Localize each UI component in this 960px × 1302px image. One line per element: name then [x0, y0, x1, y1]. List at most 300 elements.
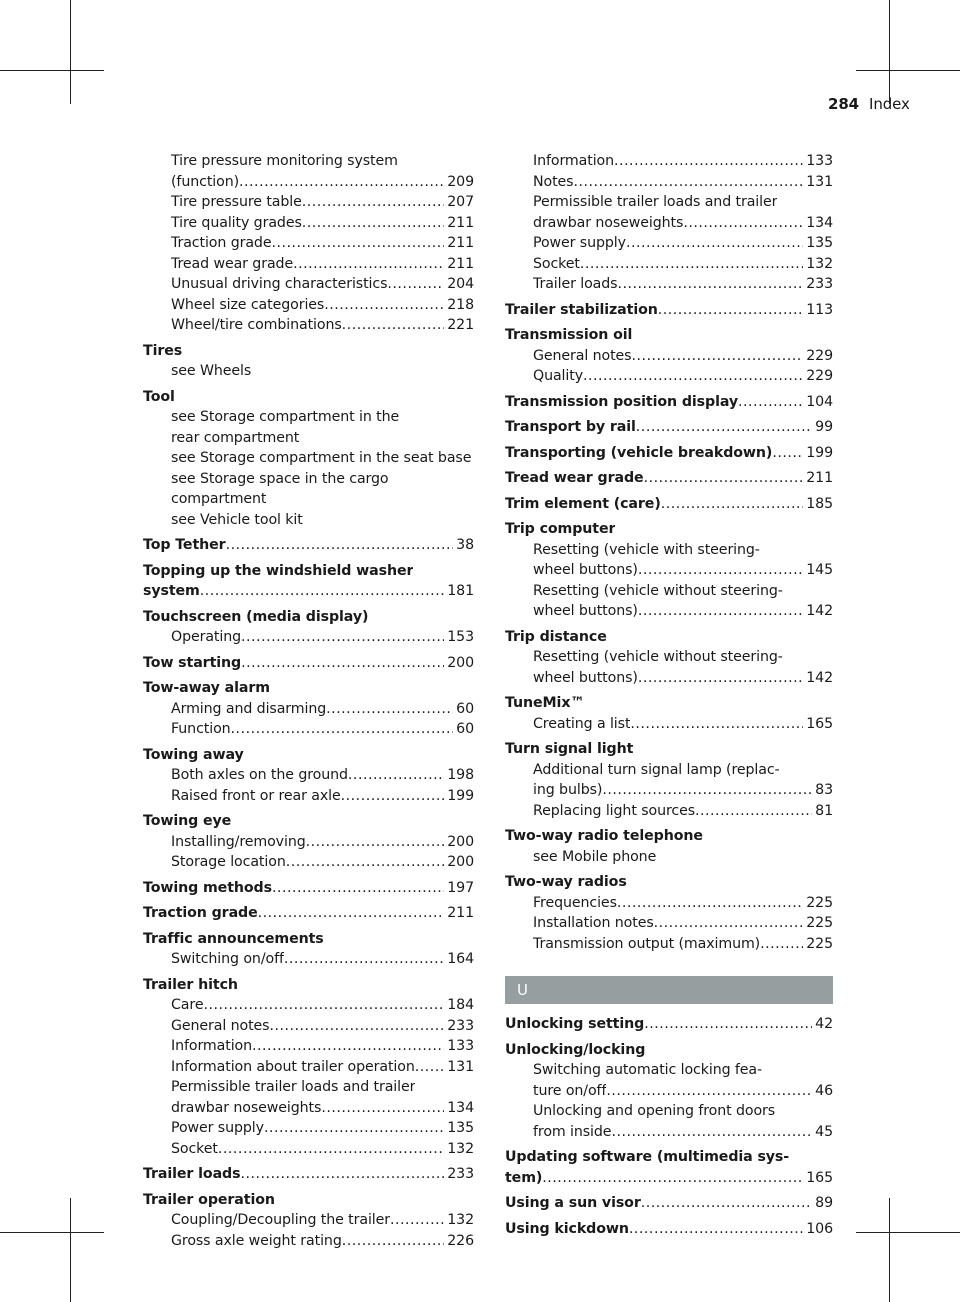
dot-leader: [272, 878, 444, 899]
index-term: [505, 1147, 833, 1168]
dot-leader: [542, 1168, 803, 1189]
entry-text: Creating a list: [533, 715, 631, 732]
index-subentry: [505, 1122, 833, 1143]
entry-text: drawbar noseweights: [533, 214, 684, 231]
entry-text: Frequencies: [533, 894, 617, 911]
dot-leader: [231, 719, 454, 740]
dot-leader: [583, 366, 803, 387]
index-term: [505, 519, 833, 540]
page-ref: 211: [447, 255, 474, 272]
dot-leader: [641, 1193, 812, 1214]
dot-leader: [617, 893, 803, 914]
entry-text: Power supply: [533, 235, 626, 251]
entry-text: wheel buttons): [533, 603, 638, 619]
index-entry: [143, 929, 474, 970]
page-ref: 184: [447, 997, 474, 1013]
index-subentry: [505, 213, 833, 234]
page-ref: 104: [806, 393, 833, 410]
index-term: [505, 826, 833, 847]
entry-text: Both axles on the ground: [171, 767, 348, 783]
index-column-right: [505, 151, 833, 1239]
entry-text: wheel buttons): [533, 669, 638, 686]
dot-leader: [644, 1014, 812, 1035]
dot-leader: [644, 468, 804, 489]
index-entry: [143, 387, 474, 531]
dot-leader: [629, 1219, 803, 1240]
entry-text: Towing eye: [143, 813, 232, 829]
index-term: [143, 581, 474, 602]
entry-text: Tire pressure monitoring system: [171, 153, 398, 169]
index-entry: [143, 341, 474, 382]
page-ref: 181: [447, 583, 474, 599]
index-entry: [505, 1219, 833, 1240]
entry-text: (function): [171, 173, 240, 190]
index-subentry: [143, 151, 474, 172]
page-ref: 197: [447, 879, 474, 896]
index-subentry: [143, 448, 474, 469]
index-term: [505, 468, 833, 489]
index-subentry: [143, 627, 474, 648]
index-entry: [143, 678, 474, 740]
entry-text: see Mobile phone: [533, 848, 657, 865]
index-subentry: [505, 540, 833, 561]
letter-heading: U: [505, 976, 833, 1004]
entry-text: Trailer hitch: [143, 976, 238, 993]
page-ref: 132: [447, 1140, 474, 1157]
page-ref: 233: [447, 1017, 474, 1034]
index-subentry: [143, 1077, 474, 1098]
entry-text: Two-way radio telephone: [505, 828, 703, 844]
dot-leader: [580, 254, 803, 275]
index-term: [143, 607, 474, 628]
page-ref: 209: [447, 173, 474, 190]
page-ref: 131: [447, 1058, 474, 1075]
index-entry: [505, 151, 833, 295]
index-entry: [505, 1147, 833, 1188]
index-subentry: [505, 254, 833, 275]
page-ref: 45: [815, 1123, 833, 1140]
index-subentry: [143, 407, 474, 428]
page-ref: 132: [447, 1212, 474, 1228]
dot-leader: [654, 913, 804, 934]
dot-leader: [626, 233, 803, 254]
dot-leader: [341, 786, 445, 807]
entry-text: Using a sun visor: [505, 1195, 641, 1211]
index-subentry: [505, 151, 833, 172]
page-ref: 164: [447, 951, 474, 967]
entry-text: Operating: [171, 629, 242, 645]
entry-text: Transport by rail: [505, 419, 636, 435]
entry-text: Trailer loads: [143, 1166, 241, 1182]
index-subentry: [143, 361, 474, 382]
index-entry: [505, 1040, 833, 1143]
entry-text: Quality: [533, 368, 583, 384]
index-subentry: [143, 699, 474, 720]
entry-text: Updating software (multimedia sys-: [505, 1149, 790, 1165]
page-ref: 89: [815, 1195, 833, 1211]
index-entry: [505, 826, 833, 867]
page-ref: 229: [806, 347, 833, 364]
index-term: [143, 387, 474, 408]
page-ref: 204: [447, 276, 474, 292]
entry-text: Socket: [533, 255, 580, 272]
entry-text: Care: [171, 997, 204, 1013]
index-term: [505, 494, 833, 515]
entry-text: Notes: [533, 173, 574, 190]
index-entry: [143, 745, 474, 807]
index-entry: [143, 975, 474, 1160]
index-subentry: [505, 780, 833, 801]
index-entry: [143, 903, 474, 924]
page-ref: 99: [815, 419, 833, 435]
index-subentry: [505, 346, 833, 367]
dot-leader: [772, 443, 803, 464]
page-ref: 233: [447, 1166, 474, 1182]
index-term: [505, 627, 833, 648]
index-subentry: [143, 233, 474, 254]
entry-text: see Vehicle tool kit: [171, 511, 303, 528]
page-ref: 221: [447, 317, 474, 333]
entry-text: Information about trailer operation: [171, 1058, 415, 1075]
dot-leader: [661, 494, 804, 515]
entry-text: TuneMix™: [505, 695, 585, 711]
dot-leader: [271, 233, 444, 254]
entry-text: Using kickdown: [505, 1220, 629, 1237]
page-ref: 113: [806, 301, 833, 318]
entry-text: Traction grade: [143, 905, 258, 921]
page-ref: 229: [806, 368, 833, 384]
entry-text: Topping up the windshield washer: [143, 562, 414, 579]
index-subentry: [505, 1101, 833, 1122]
index-term: [143, 678, 474, 699]
index-subentry: [143, 949, 474, 970]
dot-leader: [638, 560, 803, 581]
index-subentry: [505, 714, 833, 735]
entry-text: from inside: [533, 1123, 612, 1140]
index-term: [143, 1190, 474, 1211]
dot-leader: [226, 535, 454, 556]
entry-text: Installing/removing: [171, 833, 306, 850]
entry-text: ture on/off: [533, 1082, 607, 1099]
entry-text: Permissible trailer loads and trailer: [533, 194, 778, 210]
entry-text: Coupling/Decoupling the trailer: [171, 1212, 390, 1228]
page-ref: 106: [806, 1220, 833, 1237]
entry-text: Additional turn signal lamp (replac-: [533, 761, 780, 778]
index-entry: [143, 607, 474, 648]
index-subentry: [143, 1118, 474, 1139]
index-subentry: [505, 647, 833, 668]
entry-text: Two-way radios: [505, 874, 627, 890]
index-subentry: [505, 192, 833, 213]
dot-leader: [348, 765, 444, 786]
page-ref: 135: [806, 235, 833, 251]
dot-leader: [617, 274, 803, 295]
dot-leader: [321, 1098, 444, 1119]
index-column-left: [143, 151, 474, 1251]
page-ref: 185: [806, 495, 833, 512]
entry-text: Socket: [171, 1140, 218, 1157]
index-subentry: [505, 172, 833, 193]
index-subentry: [143, 765, 474, 786]
dot-leader: [760, 934, 803, 955]
index-entry: [505, 1193, 833, 1214]
entry-text: Gross axle weight rating: [171, 1232, 342, 1249]
dot-leader: [415, 1057, 444, 1078]
entry-text: Transmission position display: [505, 393, 739, 410]
entry-text: Storage location: [171, 854, 286, 870]
entry-text: Trip computer: [505, 521, 616, 537]
dot-leader: [264, 1118, 444, 1139]
page-header: [828, 94, 910, 114]
page-ref: 142: [806, 603, 833, 619]
index-subentry: [505, 913, 833, 934]
index-subentry: [505, 1081, 833, 1102]
index-entry: [143, 1164, 474, 1185]
page-ref: 200: [447, 854, 474, 870]
crop-mark: [0, 70, 104, 71]
dot-leader: [614, 151, 803, 172]
entry-text: Trip distance: [505, 628, 607, 645]
index-term: [143, 878, 474, 899]
entry-text: Resetting (vehicle without steering-: [533, 649, 783, 665]
index-term: [505, 739, 833, 760]
dot-leader: [218, 1139, 444, 1160]
dot-leader: [630, 714, 803, 735]
index-term: [143, 903, 474, 924]
index-entry: [505, 693, 833, 734]
entry-text: see Storage compartment in the seat base: [171, 450, 472, 466]
dot-leader: [286, 852, 445, 873]
index-subentry: [505, 668, 833, 689]
index-subentry: [505, 233, 833, 254]
entry-text: Installation notes: [533, 915, 654, 931]
index-term: [505, 693, 833, 714]
index-entry: [505, 443, 833, 464]
page-ref: 42: [815, 1016, 833, 1032]
entry-text: Power supply: [171, 1120, 264, 1136]
entry-text: Tire quality grades: [171, 214, 302, 231]
index-term: [143, 745, 474, 766]
dot-leader: [390, 1210, 444, 1231]
dot-leader: [306, 832, 445, 853]
index-entry: [143, 561, 474, 602]
entry-text: Information: [171, 1038, 253, 1054]
dot-leader: [611, 1122, 812, 1143]
index-entry: [505, 468, 833, 489]
entry-text: Towing methods: [143, 879, 272, 896]
index-subentry: [143, 295, 474, 316]
index-subentry: [143, 274, 474, 295]
entry-text: Tow-away alarm: [143, 680, 270, 696]
crop-mark: [856, 70, 960, 71]
index-entry: [505, 392, 833, 413]
page-ref: 200: [447, 654, 474, 671]
entry-text: Tread wear grade: [171, 255, 294, 272]
page-ref: 233: [806, 276, 833, 292]
entry-text: Unlocking setting: [505, 1016, 645, 1032]
dot-leader: [241, 653, 444, 674]
entry-text: Raised front or rear axle: [171, 787, 341, 804]
entry-text: Trailer loads: [533, 276, 618, 292]
index-term: [143, 341, 474, 362]
index-subentry: [143, 213, 474, 234]
page-ref: 225: [806, 894, 833, 911]
dot-leader: [638, 601, 803, 622]
page-ref: 83: [815, 782, 833, 798]
entry-text: see Storage compartment in the: [171, 409, 400, 425]
entry-text: Switching automatic locking fea-: [533, 1062, 763, 1078]
index-term: [505, 443, 833, 464]
dot-leader: [252, 1036, 444, 1057]
index-subentry: [143, 1210, 474, 1231]
page-number: 284: [828, 95, 860, 113]
page-ref: 226: [447, 1232, 474, 1249]
entry-text: Resetting (vehicle without steering-: [533, 582, 783, 599]
entry-text: Resetting (vehicle with steering-: [533, 541, 760, 558]
page-ref: 153: [447, 629, 474, 645]
dot-leader: [293, 254, 444, 275]
page-ref: 200: [447, 833, 474, 850]
entry-text: Trailer operation: [143, 1191, 275, 1208]
dot-leader: [638, 668, 803, 689]
index-entry: [143, 811, 474, 873]
dot-leader: [658, 300, 803, 321]
entry-text: see Storage space in the cargo: [171, 470, 389, 487]
page-ref: 60: [456, 700, 474, 717]
index-subentry: [505, 560, 833, 581]
entry-text: system: [143, 583, 200, 599]
entry-text: Trim element (care): [505, 495, 661, 512]
index-subentry: [505, 847, 833, 868]
index-term: [143, 811, 474, 832]
page-ref: 218: [447, 296, 474, 313]
index-subentry: [143, 786, 474, 807]
index-term: [505, 300, 833, 321]
index-term: [143, 1164, 474, 1185]
dot-leader: [342, 1231, 444, 1252]
page-ref: 165: [806, 1169, 833, 1186]
index-entry: [505, 300, 833, 321]
dot-leader: [326, 699, 453, 720]
entry-text: Unlocking/locking: [505, 1041, 646, 1058]
index-term: [505, 325, 833, 346]
index-entry: [505, 1014, 833, 1035]
index-subentry: [143, 192, 474, 213]
dot-leader: [573, 172, 803, 193]
dot-leader: [200, 581, 444, 602]
index-term: [143, 561, 474, 582]
index-entry: [143, 653, 474, 674]
entry-text: Towing away: [143, 746, 244, 763]
index-subentry: [143, 315, 474, 336]
entry-text: wheel buttons): [533, 562, 638, 578]
entry-text: Replacing light sources: [533, 802, 695, 819]
entry-text: Tread wear grade: [505, 470, 644, 486]
dot-leader: [695, 801, 812, 822]
index-subentry: [143, 852, 474, 873]
index-subentry: [505, 760, 833, 781]
page-ref: 46: [815, 1082, 833, 1099]
index-subentry: [505, 934, 833, 955]
index-term: [505, 1168, 833, 1189]
page-ref: 207: [447, 194, 474, 210]
index-subentry: [505, 581, 833, 602]
entry-text: Permissible trailer loads and trailer: [171, 1079, 416, 1095]
index-entry: [143, 878, 474, 899]
index-entry: [505, 627, 833, 689]
page-ref: 81: [815, 802, 833, 819]
entry-text: General notes: [171, 1017, 270, 1034]
dot-leader: [241, 627, 444, 648]
index-subentry: [505, 366, 833, 387]
index-entry: [143, 151, 474, 336]
index-subentry: [143, 1057, 474, 1078]
crop-mark: [889, 1198, 890, 1302]
index-subentry: [505, 274, 833, 295]
dot-leader: [636, 417, 812, 438]
dot-leader: [631, 346, 803, 367]
index-entry: [505, 872, 833, 954]
dot-leader: [738, 392, 803, 413]
entry-text: Arming and disarming: [171, 700, 327, 717]
index-subentry: [143, 469, 474, 490]
dot-leader: [269, 1016, 444, 1037]
dot-leader: [302, 192, 444, 213]
index-subentry: [143, 995, 474, 1016]
dot-leader: [203, 995, 444, 1016]
page-ref: 199: [806, 444, 833, 461]
page-ref: 134: [447, 1099, 474, 1116]
entry-text: Tool: [143, 388, 175, 405]
page-ref: 145: [806, 562, 833, 578]
dot-leader: [239, 172, 444, 193]
entry-text: Top Tether: [143, 537, 226, 553]
index-subentry: [143, 1231, 474, 1252]
entry-text: Wheel size categories: [171, 296, 325, 313]
page-title: Index: [869, 95, 910, 113]
entry-text: Trailer stabilization: [505, 301, 658, 318]
crop-mark: [0, 1232, 104, 1233]
dot-leader: [683, 213, 803, 234]
crop-mark: [856, 1232, 960, 1233]
index-term: [505, 1014, 833, 1035]
index-entry: [505, 417, 833, 438]
crop-mark: [889, 0, 890, 104]
page-ref: 225: [806, 915, 833, 931]
index-entry: [143, 535, 474, 556]
index-entry: [143, 1190, 474, 1252]
entry-text: Traction grade: [171, 235, 272, 251]
index-subentry: [505, 893, 833, 914]
page-ref: 133: [806, 153, 833, 169]
index-subentry: [505, 601, 833, 622]
entry-text: Transmission oil: [505, 327, 633, 343]
page-ref: 211: [447, 214, 474, 231]
index-entry: [505, 494, 833, 515]
dot-leader: [302, 213, 444, 234]
page-ref: 133: [447, 1038, 474, 1054]
index-term: [505, 1193, 833, 1214]
index-subentry: [143, 510, 474, 531]
entry-text: General notes: [533, 347, 632, 364]
crop-mark: [70, 0, 71, 104]
index-subentry: [143, 832, 474, 853]
index-entry: [505, 739, 833, 821]
entry-text: Transporting (vehicle breakdown): [505, 444, 773, 461]
page-ref: 211: [447, 235, 474, 251]
index-term: [505, 392, 833, 413]
entry-text: Tow starting: [143, 654, 242, 671]
